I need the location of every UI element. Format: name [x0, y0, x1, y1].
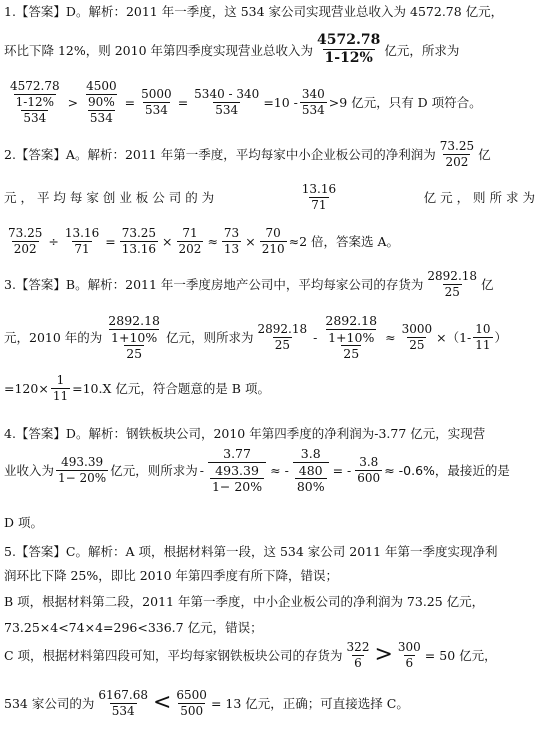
numerator: 2892.18 — [257, 321, 308, 336]
denominator: 6 — [405, 655, 414, 670]
numerator: 6500 — [176, 688, 207, 702]
fraction — [82, 80, 121, 125]
q2-text: 亿 元 ， 则 所 求 为 — [423, 190, 535, 206]
operator: = — [105, 233, 116, 249]
numerator: 1 — [56, 373, 65, 387]
denominator: 25 — [274, 337, 290, 352]
operator: = — [124, 94, 136, 110]
fraction — [51, 374, 70, 403]
fraction — [425, 270, 479, 299]
nested-numerator — [6, 80, 64, 110]
fraction — [293, 447, 329, 494]
nested-numerator — [82, 80, 121, 110]
fraction — [96, 689, 150, 718]
q5-text: = 13 亿元，正确；可直接选择 C。 — [210, 696, 409, 712]
denominator: 13.16 — [121, 241, 157, 256]
numerator: 480 — [298, 462, 323, 478]
q1-text: =10 - — [263, 94, 298, 110]
numerator: 2892.18 — [108, 313, 160, 328]
numerator: 4572.78 — [10, 79, 60, 93]
fraction — [315, 33, 382, 66]
q3-text: ） — [494, 330, 508, 346]
q2-text: 2.【答案】A。解析：2011 年第一季度，平均每家中小企业板公司的净利润为 — [4, 147, 436, 163]
numerator: 73 — [223, 226, 240, 240]
numerator: 13.16 — [64, 226, 100, 240]
q2-line-1 — [4, 140, 535, 169]
q1-line-3 — [4, 80, 535, 125]
q5-text: 润环比下降 25%，即比 2010 年第四季度有所下降，错误； — [4, 568, 339, 583]
operator: - — [313, 329, 318, 345]
operator: > — [374, 642, 393, 668]
denominator: 500 — [180, 703, 204, 718]
q5-text: B 项，根据材料第二段，2011 年第一季度，中小企业板公司的净利润为 73.25 亿元， — [4, 594, 485, 609]
q2-text: 元 ， 平 均 每 家 创 业 板 公 司 的 为 — [4, 190, 215, 206]
q4-text: 业收入为 — [4, 463, 55, 479]
numerator: 4500 — [86, 79, 117, 93]
q4-text: D 项。 — [4, 515, 43, 530]
numerator: 4572.78 — [317, 32, 381, 48]
fraction — [139, 88, 174, 117]
fraction — [177, 227, 204, 256]
fraction — [300, 183, 338, 212]
denominator: 11 — [475, 337, 491, 352]
q4-text: ，最接近的是 — [434, 463, 510, 479]
numerator: 3.8 — [300, 446, 321, 461]
numerator: 10 — [475, 321, 491, 336]
denominator: 534 — [111, 703, 135, 718]
nested-denominator — [293, 462, 329, 494]
fraction — [473, 323, 492, 352]
q4-line-3 — [4, 513, 535, 531]
fraction — [355, 456, 382, 485]
nested-numerator — [104, 314, 164, 345]
denominator: 71 — [311, 197, 327, 212]
fraction — [321, 314, 381, 361]
q2-line-2 — [4, 183, 535, 212]
operator: > — [67, 94, 79, 110]
q3-text: 元，2010 年的为 — [4, 330, 103, 346]
fraction — [345, 641, 372, 670]
numerator: 300 — [397, 640, 421, 654]
q3-line-1 — [4, 270, 535, 299]
q5-line-2 — [4, 566, 535, 584]
q5-text: C 项，根据材料第四段可知，平均每家钢铁板块公司的存货为 — [4, 648, 343, 664]
nested-denominator — [208, 462, 266, 494]
denominator: 11 — [52, 388, 69, 403]
operator: × — [162, 233, 173, 249]
denominator: 13 — [223, 241, 240, 256]
numerator: 5000 — [141, 86, 172, 101]
q5-line-3 — [4, 592, 535, 610]
q2-text: ≈2 倍，答案选 A。 — [288, 234, 399, 250]
fraction — [56, 456, 108, 485]
operator: ÷ — [48, 233, 59, 249]
denominator: 1− 20% — [58, 470, 107, 485]
nested-numerator — [321, 314, 381, 345]
q5-line-1 — [4, 542, 535, 560]
q5-line-5 — [4, 641, 535, 670]
q1-text: 亿元，所求为 — [384, 42, 460, 58]
fraction — [192, 88, 261, 117]
denominator: 534 — [144, 102, 168, 117]
numerator: 5340 - 340 — [194, 86, 260, 101]
numerator: 493.39 — [61, 454, 104, 469]
fraction — [6, 80, 64, 125]
denominator: 25 — [126, 346, 143, 361]
denominator: 534 — [215, 102, 239, 117]
numerator: 3.8 — [359, 454, 379, 469]
denominator: 202 — [13, 241, 37, 256]
q5-text: 534 家公司的为 — [4, 696, 95, 712]
operator: ≈ - — [270, 462, 289, 478]
q2-text: 亿 — [478, 147, 491, 163]
denominator: 1− 20% — [211, 479, 263, 494]
numerator: 70 — [265, 226, 281, 240]
fraction — [120, 227, 158, 256]
numerator: 13.16 — [301, 182, 337, 196]
q4-line-2 — [4, 447, 535, 494]
q1-line-2 — [4, 33, 535, 66]
q3-text: =10.X 亿元，符合题意的是 B 项。 — [72, 381, 270, 397]
numerator: 73.25 — [8, 226, 43, 240]
q1-text: 环比下降 12%，则 2010 年第四季度实现营业总收入为 — [4, 42, 314, 58]
denominator: 534 — [23, 110, 47, 125]
denominator: 202 — [445, 154, 469, 169]
denominator: 534 — [89, 110, 113, 125]
fraction — [256, 323, 310, 352]
q3-text: 3.【答案】B。解析：2011 年一季度房地产公司中，平均每家公司的存货为 — [4, 277, 424, 293]
q1-text: 1.【答案】D。解析：2011 年一季度，这 534 家公司实现营业总收入为 4572.78 亿元， — [4, 4, 504, 19]
operator: = - — [332, 462, 352, 478]
q1-line-1 — [4, 2, 535, 20]
operator: × — [245, 233, 256, 249]
denominator: 90% — [88, 94, 115, 109]
numerator: 322 — [346, 640, 370, 654]
numerator: 2892.18 — [427, 269, 478, 283]
fraction — [300, 88, 327, 117]
fraction — [174, 689, 209, 718]
denominator: 25 — [409, 337, 425, 352]
denominator: 600 — [357, 470, 381, 485]
denominator: 80% — [296, 479, 325, 494]
q2-line-3 — [4, 227, 535, 256]
denominator: 210 — [261, 241, 285, 256]
numerator: 493.39 — [215, 462, 259, 478]
denominator: 1-12% — [15, 94, 54, 109]
q4-text: ≈ -0.6% — [384, 462, 435, 478]
numerator: 3.77 — [223, 446, 251, 461]
fraction — [6, 227, 44, 256]
q5-text: 5.【答案】C。解析：A 项，根据材料第一段，这 534 家公司 2011 年第一季度实现净利 — [4, 544, 498, 559]
q5-line-4 — [4, 618, 535, 636]
q4-text: 亿元，则所求为 — [110, 463, 198, 479]
q3-text: ×（1- — [436, 330, 472, 346]
denominator: 534 — [301, 102, 325, 117]
q1-text: >9 亿元，只有 D 项符合。 — [328, 95, 482, 111]
denominator: 25 — [444, 284, 460, 299]
numerator: 3000 — [401, 321, 433, 336]
q3-text: 亿元，则所求为 — [166, 330, 254, 346]
numerator: 73.25 — [121, 226, 157, 240]
numerator: 340 — [301, 86, 325, 101]
fraction — [222, 227, 241, 256]
q3-line-2 — [4, 314, 535, 361]
fraction — [104, 314, 164, 361]
q3-text: 亿 — [481, 277, 494, 293]
numerator: 73.25 — [439, 139, 475, 153]
fraction — [63, 227, 101, 256]
fraction — [438, 140, 476, 169]
q4-text: 4.【答案】D。解析：钢铁板块公司，2010 年第四季度的净利润为-3.77 亿元，实现营 — [4, 426, 486, 441]
denominator: 1+10% — [111, 329, 158, 345]
operator: < — [152, 690, 172, 716]
fraction — [396, 641, 423, 670]
operator: = — [177, 94, 189, 110]
q5-text: = 50 亿元， — [424, 648, 497, 664]
numerator: 6167.68 — [98, 688, 148, 702]
q5-text: 73.25×4<74×4=296<336.7 亿元，错误； — [4, 620, 263, 635]
operator: ≈ — [385, 329, 396, 345]
denominator: 71 — [74, 241, 90, 256]
numerator: 2892.18 — [325, 313, 378, 328]
q5-line-6 — [4, 689, 535, 718]
q3-line-3 — [4, 374, 535, 403]
operator: - — [199, 462, 204, 478]
denominator: 1+10% — [328, 329, 375, 345]
denominator: 202 — [178, 241, 202, 256]
fraction — [400, 323, 435, 352]
denominator: 1-12% — [324, 50, 373, 67]
fraction — [208, 447, 266, 494]
denominator: 6 — [354, 655, 362, 670]
fraction — [260, 227, 287, 256]
q3-text: =120× — [4, 380, 49, 396]
denominator: 25 — [343, 346, 360, 361]
operator: ≈ — [207, 233, 218, 249]
q4-line-1 — [4, 424, 535, 442]
numerator: 71 — [182, 226, 198, 240]
